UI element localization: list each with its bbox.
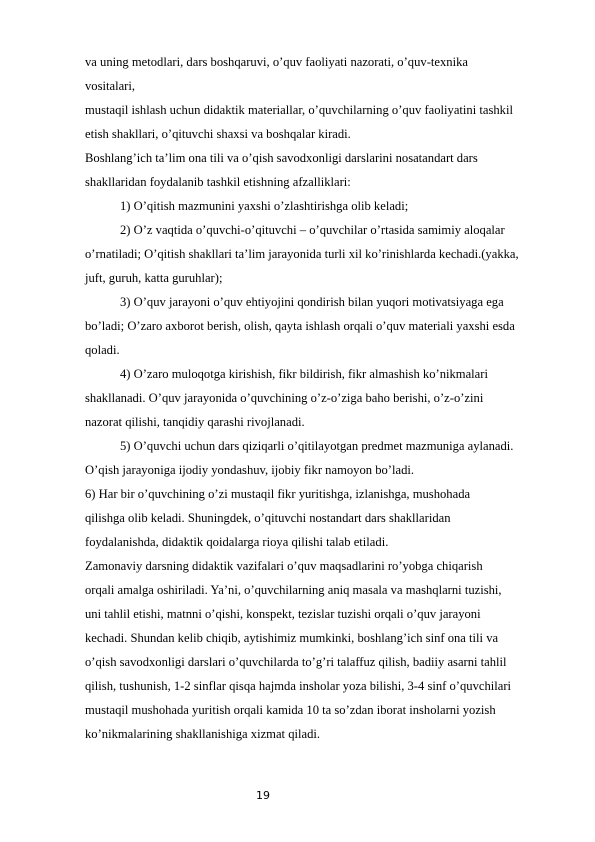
text-line: kechadi. Shundan kelib chiqib, aytishimiz mumkinki, boshlang’ich sinf ona tili va — [85, 631, 499, 645]
list-item-6: 6) Har bir o’quvchining o’zi mustaqil fikr yuritishga, izlanishga, mushohada — [85, 487, 471, 501]
text-line: shakllanadi. O’quv jarayonida o’quvchining o’z-o’ziga baho berishi, o’z-o’zini — [85, 391, 484, 405]
list-item-5: 5) O’quvchi uchun dars qiziqarli o’qitilayotgan predmet mazmuniga aylanadi. — [120, 439, 514, 453]
text-line: vositalari, — [85, 79, 136, 93]
text-line: O’qish jarayoniga ijodiy yondashuv, ijobiy fikr namoyon bo’ladi. — [85, 463, 415, 477]
text-line: orqali amalga oshiriladi. Ya’ni, o’quvchilarning aniq masala va mashqlarni tuzishi, — [85, 583, 502, 597]
text-line: foydalanishda, didaktik qoidalarga rioya qilishi talab etiladi. — [85, 535, 389, 549]
text-line: o’rnatiladi; O’qitish shakllari ta’lim jarayonida turli xil ko’rinishlarda kechadi.(yakka, — [85, 247, 519, 261]
text-line: etish shakllari, o’qituvchi shaxsi va boshqalar kiradi. — [85, 127, 351, 141]
list-item-3: 3) O’quv jarayoni o’quv ehtiyojini qondirish bilan yuqori motivatsiyaga ega — [120, 295, 504, 309]
page-number: 19 — [256, 789, 270, 802]
text-line: mustaqil mushohada yuritish orqali kamida 10 ta so’zdan iborat insholarni yozish — [85, 703, 496, 717]
list-item-1: 1) O’qitish mazmunini yaxshi o’zlashtirishga olib keladi; — [120, 199, 409, 213]
text-line: uni tahlil etishi, matnni o’qishi, konspekt, tezislar tuzishi orqali o’quv jarayoni — [85, 607, 481, 621]
text-line: bo’ladi; O’zaro axborot berish, olish, qayta ishlash orqali o’quv materiali yaxshi esda — [85, 319, 515, 333]
text-line: qilish, tushunish, 1-2 sinflar qisqa hajmda insholar yoza bilishi, 3-4 sinf o’quvchilari — [85, 679, 512, 693]
text-line: nazorat qilishi, tanqidiy qarashi rivojlanadi. — [85, 415, 305, 429]
list-item-4: 4) O’zaro muloqotga kirishish, fikr bildirish, fikr almashish ko’nikmalari — [120, 367, 488, 381]
list-item-2: 2) O’z vaqtida o’quvchi-o’qituvchi – o’quvchilar o’rtasida samimiy aloqalar — [120, 223, 505, 237]
text-line: mustaqil ishlash uchun didaktik materiallar, o’quvchilarning o’quv faoliyatini tashkil — [85, 103, 513, 117]
text-line: Boshlang’ich ta’lim ona tili va o’qish savodxonligi darslarini nosatandart dars — [85, 151, 478, 165]
text-line: juft, guruh, katta guruhlar); — [85, 271, 223, 285]
text-line: ko’nikmalarining shakllanishiga xizmat qiladi. — [85, 727, 321, 741]
text-line: qoladi. — [85, 343, 120, 357]
text-line: va uning metodlari, dars boshqaruvi, o’quv faoliyati nazorati, o’quv-texnika — [85, 55, 468, 69]
text-line: o’qish savodxonligi darslari o’quvchilarda to’g’ri talaffuz qilish, badiiy asarni tahlil — [85, 655, 507, 669]
text-line: Zamonaviy darsning didaktik vazifalari o’quv maqsadlarini ro’yobga chiqarish — [85, 559, 483, 573]
text-line: shakllaridan foydalanib tashkil etishning afzalliklari: — [85, 175, 351, 189]
text-line: qilishga olib keladi. Shuningdek, o’qituvchi nostandart dars shakllaridan — [85, 511, 451, 525]
